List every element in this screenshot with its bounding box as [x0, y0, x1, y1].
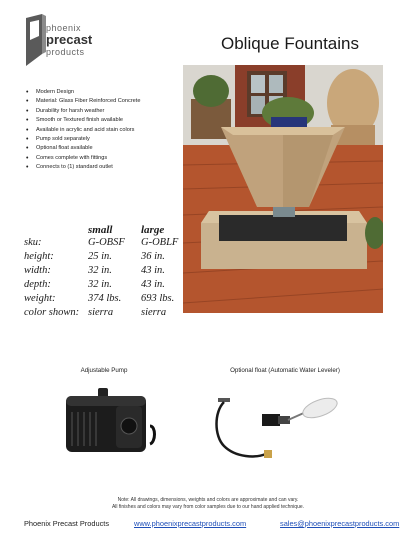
pump-image: [58, 382, 158, 460]
spec-label: color shown:: [24, 307, 80, 318]
feature-item: • Available in acrylic and acid stain colors: [36, 126, 196, 135]
fountain-illustration: [183, 65, 383, 313]
pump-icon: [58, 382, 158, 460]
feature-item: • Optional float available: [36, 144, 196, 153]
logo-text-precast: precast: [46, 32, 93, 47]
pump-label: Adjustable Pump: [80, 367, 128, 374]
footer-website-link[interactable]: www.phoenixprecastproducts.com: [134, 519, 247, 528]
logo-text-products: products: [46, 47, 85, 57]
product-photo: [183, 65, 383, 313]
float-label: Optional float (Automatic Water Leveler): [230, 367, 340, 374]
disclaimer-line-2: All finishes and colors may vary from color samples due to our hand applied technique.: [111, 504, 305, 510]
feature-item: • Smooth or Textured finish available: [36, 116, 196, 125]
spec-label: weight:: [24, 293, 56, 304]
spec-value-small: 374 lbs.: [88, 293, 122, 304]
logo-mark-icon: [24, 14, 48, 66]
feature-list: [22, 88, 196, 173]
spec-value-small: 32 in.: [88, 279, 112, 290]
spec-value-small: 32 in.: [88, 265, 112, 276]
spec-label: depth:: [24, 279, 51, 290]
spec-value-large: sierra: [141, 307, 167, 318]
feature-item: • Pump sold separately: [36, 135, 196, 144]
float-image: [196, 382, 342, 474]
footer-email-link[interactable]: sales@phoenixprecastproducts.com: [280, 519, 400, 528]
spec-value-small: G-OBSF: [88, 237, 125, 248]
spec-label: sku:: [24, 237, 42, 248]
feature-item: • Connects to (1) standard outlet: [36, 163, 196, 172]
disclaimer-line-1: Note: All drawings, dimensions, weights and colors are approximate and can vary.: [117, 497, 299, 503]
spec-value-small: 25 in.: [88, 251, 112, 262]
spec-value-large: 43 in.: [141, 265, 165, 276]
logo-text-phoenix: phoenix: [46, 23, 82, 33]
spec-value-small: sierra: [88, 307, 114, 318]
spec-value-large: 43 in.: [141, 279, 165, 290]
feature-item: • Material: Glass Fiber Reinforced Concrete: [36, 97, 196, 106]
spec-header-large: large: [141, 224, 165, 236]
spec-value-large: 693 lbs.: [141, 293, 175, 304]
float-valve-icon: [196, 382, 342, 474]
page-title: Oblique Fountains: [221, 34, 359, 53]
feature-item: • Comes complete with fittings: [36, 154, 196, 163]
feature-item: • Durability for harsh weather: [36, 107, 196, 116]
spec-label: width:: [24, 265, 51, 276]
feature-item: • Modern Design: [36, 88, 196, 97]
spec-value-large: G-OBLF: [141, 237, 179, 248]
spec-header-small: small: [88, 224, 113, 236]
spec-label: height:: [24, 251, 54, 262]
spec-value-large: 36 in.: [141, 251, 165, 262]
company-logo: [24, 14, 124, 74]
footer-company-name: Phoenix Precast Products: [24, 519, 110, 528]
